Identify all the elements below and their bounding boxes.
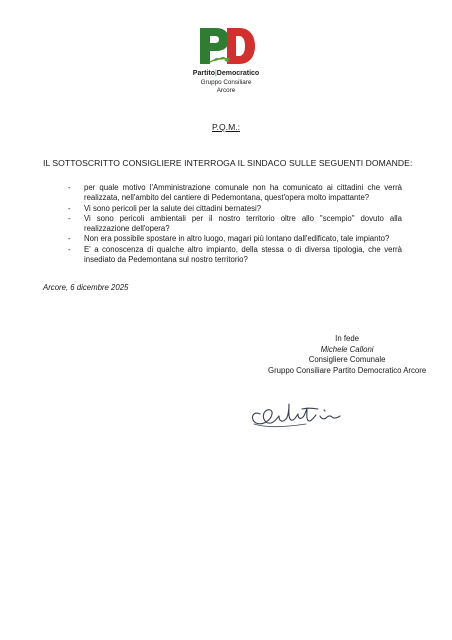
handwritten-signature xyxy=(246,396,344,434)
signer-group: Gruppo Consiliare Partito Democratico Arcore xyxy=(268,365,427,375)
interrogation-heading: IL SOTTOSCRITTO CONSIGLIERE INTERROGA IL SINDACO SULLE SEGUENTI DOMANDE: xyxy=(43,158,413,168)
logo-caption xyxy=(170,70,282,96)
pqm-title: P.Q.M.: xyxy=(211,122,241,132)
town-name: Arcore xyxy=(216,87,236,94)
question-list xyxy=(68,183,402,265)
closing-fede: In fede xyxy=(335,334,359,343)
pd-logo xyxy=(196,26,258,66)
signer-role: Consigliere Comunale xyxy=(308,355,386,365)
question-item: - Vi sono pericoli per la salute dei cittadini bernatesi? xyxy=(68,204,402,214)
signer-name: Michele Calloni xyxy=(320,344,374,354)
question-item: - Non era possibile spostare in altro luogo, magari più lontano dall'edificato, tale impianto? xyxy=(68,234,402,244)
group-name: Gruppo Consiliare xyxy=(200,78,252,86)
document-date: Arcore, 6 dicembre 2025 xyxy=(43,283,129,292)
logo-letter-d xyxy=(227,28,255,64)
question-item: - Vi sono pericoli ambientali per il nostro territorio oltre allo "scempio" dovuto alla realizzazione dell'opera? xyxy=(68,214,402,235)
signature-block xyxy=(268,334,426,376)
question-item: - per quale motivo l'Amministrazione comunale non ha comunicato ai cittadini che verrà realizzata, nell'ambito del cantiere di Pedemontana, quest'opera molto impattante? xyxy=(68,183,402,204)
question-item: - E' a conoscenza di qualche altro impianto, della stessa o di diversa tipologia, che verrà insediato da Pedemontana sul nostro territorio? xyxy=(68,245,402,266)
party-name: Partito|Democratico xyxy=(192,70,260,77)
